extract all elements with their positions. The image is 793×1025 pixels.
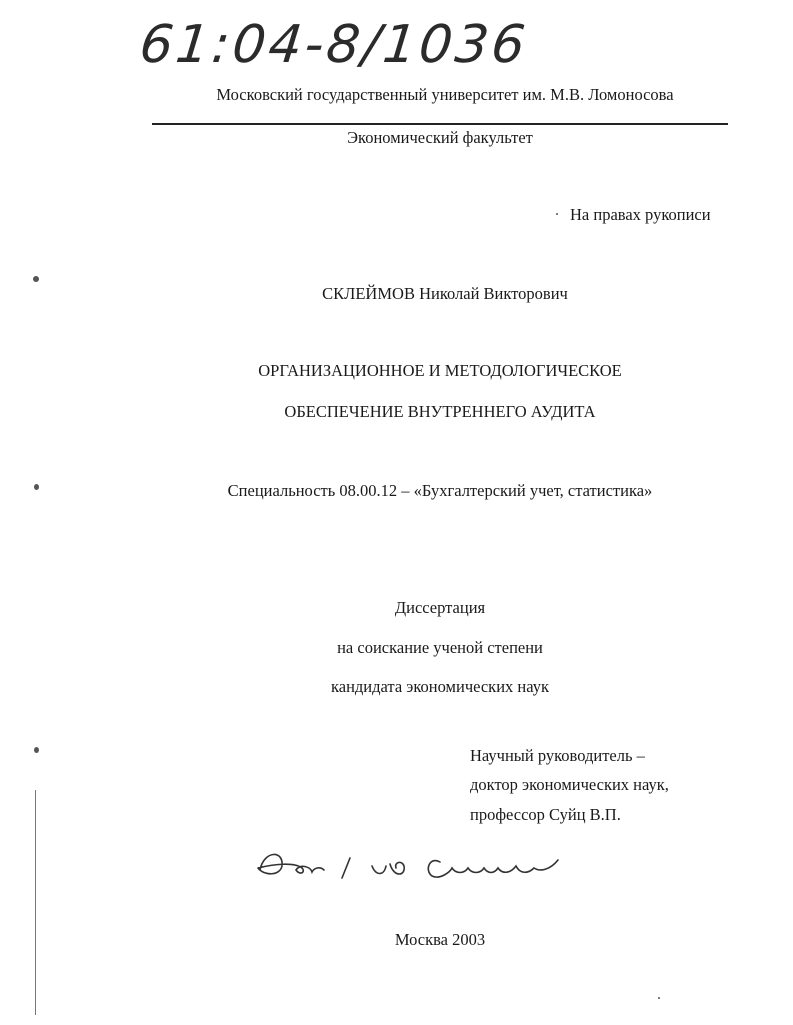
handwritten-catalog-number-text: 61:04-8/1036: [136, 15, 531, 75]
author-name: СКЛЕЙМОВ Николай Викторович: [322, 284, 568, 303]
header-divider: [152, 123, 728, 125]
advisor-name: профессор Суйц В.П.: [470, 805, 621, 824]
scan-margin-line: [35, 790, 36, 1015]
advisor-heading: Научный руководитель –: [470, 746, 645, 765]
scan-speck: [34, 747, 39, 753]
scan-speck: [556, 213, 558, 215]
thesis-type: Диссертация: [394, 598, 486, 617]
dissertation-title-line2: ОБЕСПЕЧЕНИЕ ВНУТРЕННЕГО АУДИТА: [284, 402, 596, 421]
handwritten-signature-label: Дата / Н.В. Склеймов: [254, 888, 264, 889]
handwritten-catalog-number: [136, 10, 531, 80]
scan-speck: [34, 484, 39, 490]
specialty: Специальность 08.00.12 – «Бухгалтерский учет, статистика»: [227, 481, 653, 500]
thesis-degree-line: на соискание ученой степени: [337, 638, 543, 657]
university-name: Московский государственный университет им. М.В. Ломоносова: [216, 85, 674, 104]
faculty-name: Экономический факультет: [347, 128, 533, 147]
advisor-degree: доктор экономических наук,: [470, 775, 669, 794]
handwritten-signature: [254, 840, 574, 890]
scan-speck: [658, 997, 660, 999]
rights-note: На правах рукописи: [570, 205, 711, 224]
scan-speck: [33, 276, 39, 282]
thesis-degree-name: кандидата экономических наук: [330, 677, 549, 696]
dissertation-title-line1: ОРГАНИЗАЦИОННОЕ И МЕТОДОЛОГИЧЕСКОЕ: [258, 361, 622, 380]
city-year: Москва 2003: [394, 930, 486, 949]
